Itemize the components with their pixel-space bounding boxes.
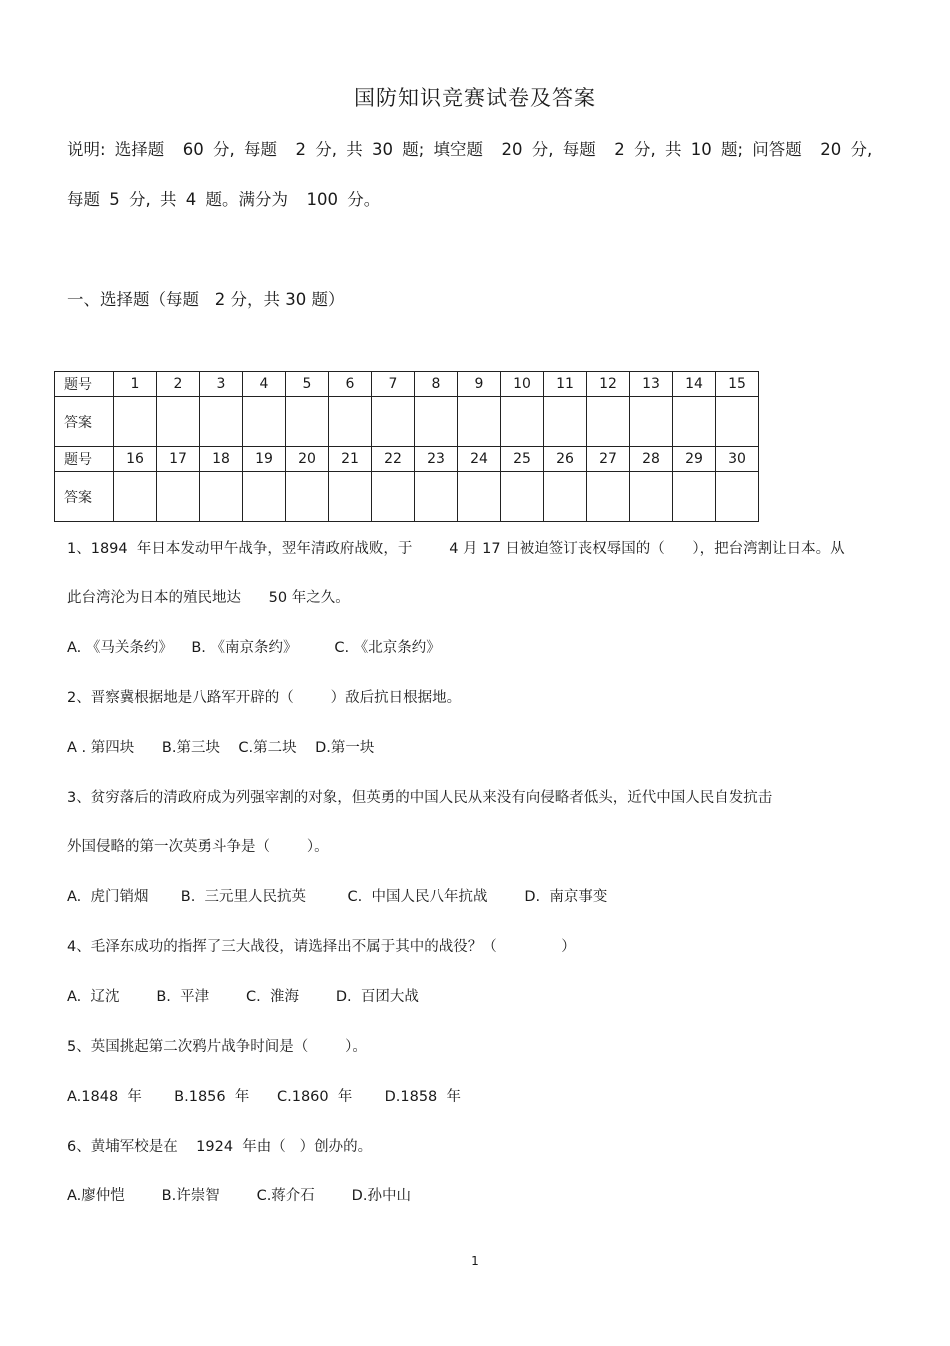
answer-cell-13[interactable] — [630, 397, 673, 447]
question-6-line-1: 6、黄埔军校是在 1924 年由（ ）创办的。 — [67, 1139, 373, 1155]
answer-cell-6[interactable] — [329, 397, 372, 447]
question-2-options: A . 第四块 B.第三块 C.第二块 D.第一块 — [67, 740, 375, 756]
answer-cell-24[interactable] — [458, 472, 501, 522]
answer-cell-17[interactable] — [157, 472, 200, 522]
intro-line-1: 说明: 选择题 60 分, 每题 2 分, 共 30 题; 填空题 20 分, 每题 2 分, 共 10 题; 问答题 20 分, — [67, 140, 873, 159]
question-number-cell: 21 — [329, 447, 372, 472]
question-number-cell: 2 — [157, 372, 200, 397]
row-label: 题号 — [55, 447, 114, 472]
question-number-cell: 23 — [415, 447, 458, 472]
question-1-line-2: 此台湾沦为日本的殖民地达 50 年之久。 — [67, 590, 350, 606]
question-number-cell: 25 — [501, 447, 544, 472]
question-1-line-1: 1、1894 年日本发动甲午战争，翌年清政府战败，于 4 月 17 日被迫签订丧权辱国的（ ），把台湾割让日本。从 — [67, 541, 845, 557]
question-5-line-1: 5、英国挑起第二次鸦片战争时间是（ ）。 — [67, 1039, 367, 1055]
question-number-cell: 18 — [200, 447, 243, 472]
answer-cell-22[interactable] — [372, 472, 415, 522]
answer-cell-26[interactable] — [544, 472, 587, 522]
answer-cell-1[interactable] — [114, 397, 157, 447]
answer-table — [54, 371, 759, 522]
question-number-cell: 15 — [716, 372, 759, 397]
question-number-cell: 16 — [114, 447, 157, 472]
answer-cell-25[interactable] — [501, 472, 544, 522]
answer-cell-12[interactable] — [587, 397, 630, 447]
question-number-cell: 14 — [673, 372, 716, 397]
question-5-options: A.1848 年 B.1856 年 C.1860 年 D.1858 年 — [67, 1089, 461, 1105]
intro-line-2: 每题 5 分, 共 4 题。满分为 100 分。 — [67, 190, 381, 209]
answer-cell-8[interactable] — [415, 397, 458, 447]
answer-cell-20[interactable] — [286, 472, 329, 522]
question-number-cell: 28 — [630, 447, 673, 472]
page-title: 国防知识竞赛试卷及答案 — [354, 86, 596, 110]
question-number-cell: 22 — [372, 447, 415, 472]
answer-cell-30[interactable] — [716, 472, 759, 522]
answer-cell-3[interactable] — [200, 397, 243, 447]
question-6-options: A.廖仲恺 B.许崇智 C.蒋介石 D.孙中山 — [67, 1188, 411, 1204]
question-number-cell: 6 — [329, 372, 372, 397]
question-number-cell: 11 — [544, 372, 587, 397]
answer-cell-19[interactable] — [243, 472, 286, 522]
answer-cell-28[interactable] — [630, 472, 673, 522]
question-number-cell: 1 — [114, 372, 157, 397]
question-number-cell: 3 — [200, 372, 243, 397]
question-number-cell: 7 — [372, 372, 415, 397]
question-4-options: A. 辽沈 B. 平津 C. 淮海 D. 百团大战 — [67, 989, 419, 1005]
answer-cell-18[interactable] — [200, 472, 243, 522]
row-label: 答案 — [55, 397, 114, 447]
page-number: 1 — [471, 1254, 479, 1268]
question-3-line-2: 外国侵略的第一次英勇斗争是（ ）。 — [67, 839, 329, 855]
question-number-cell: 19 — [243, 447, 286, 472]
answer-cell-11[interactable] — [544, 397, 587, 447]
question-number-cell: 30 — [716, 447, 759, 472]
question-number-cell: 13 — [630, 372, 673, 397]
table-row-answers-1 — [55, 397, 759, 447]
question-number-cell: 12 — [587, 372, 630, 397]
answer-cell-14[interactable] — [673, 397, 716, 447]
table-row-numbers-1 — [55, 372, 759, 397]
section-heading-choice: 一、选择题（每题 2 分，共 30 题） — [67, 290, 345, 309]
answer-cell-7[interactable] — [372, 397, 415, 447]
row-label: 题号 — [55, 372, 114, 397]
answer-cell-10[interactable] — [501, 397, 544, 447]
table-row-numbers-2 — [55, 447, 759, 472]
row-label: 答案 — [55, 472, 114, 522]
question-number-cell: 17 — [157, 447, 200, 472]
question-number-cell: 8 — [415, 372, 458, 397]
table-row-answers-2 — [55, 472, 759, 522]
question-1-options: A. 《马关条约》 B. 《南京条约》 C. 《北京条约》 — [67, 640, 441, 656]
question-number-cell: 27 — [587, 447, 630, 472]
question-4-line-1: 4、毛泽东成功的指挥了三大战役，请选择出不属于其中的战役？（ ） — [67, 939, 576, 955]
answer-cell-27[interactable] — [587, 472, 630, 522]
question-number-cell: 5 — [286, 372, 329, 397]
answer-cell-9[interactable] — [458, 397, 501, 447]
question-number-cell: 24 — [458, 447, 501, 472]
question-3-line-1: 3、贫穷落后的清政府成为列强宰割的对象，但英勇的中国人民从来没有向侵略者低头，近代中国人民自发抗击 — [67, 790, 773, 806]
answer-cell-5[interactable] — [286, 397, 329, 447]
answer-cell-23[interactable] — [415, 472, 458, 522]
question-number-cell: 10 — [501, 372, 544, 397]
question-3-options: A. 虎门销烟 B. 三元里人民抗英 C. 中国人民八年抗战 D. 南京事变 — [67, 889, 608, 905]
answer-cell-21[interactable] — [329, 472, 372, 522]
answer-cell-16[interactable] — [114, 472, 157, 522]
answer-cell-2[interactable] — [157, 397, 200, 447]
question-number-cell: 9 — [458, 372, 501, 397]
question-2-line-1: 2、晋察冀根据地是八路军开辟的（ ）敌后抗日根据地。 — [67, 690, 462, 706]
question-number-cell: 26 — [544, 447, 587, 472]
question-number-cell: 20 — [286, 447, 329, 472]
question-number-cell: 29 — [673, 447, 716, 472]
answer-cell-15[interactable] — [716, 397, 759, 447]
answer-cell-29[interactable] — [673, 472, 716, 522]
answer-cell-4[interactable] — [243, 397, 286, 447]
question-number-cell: 4 — [243, 372, 286, 397]
